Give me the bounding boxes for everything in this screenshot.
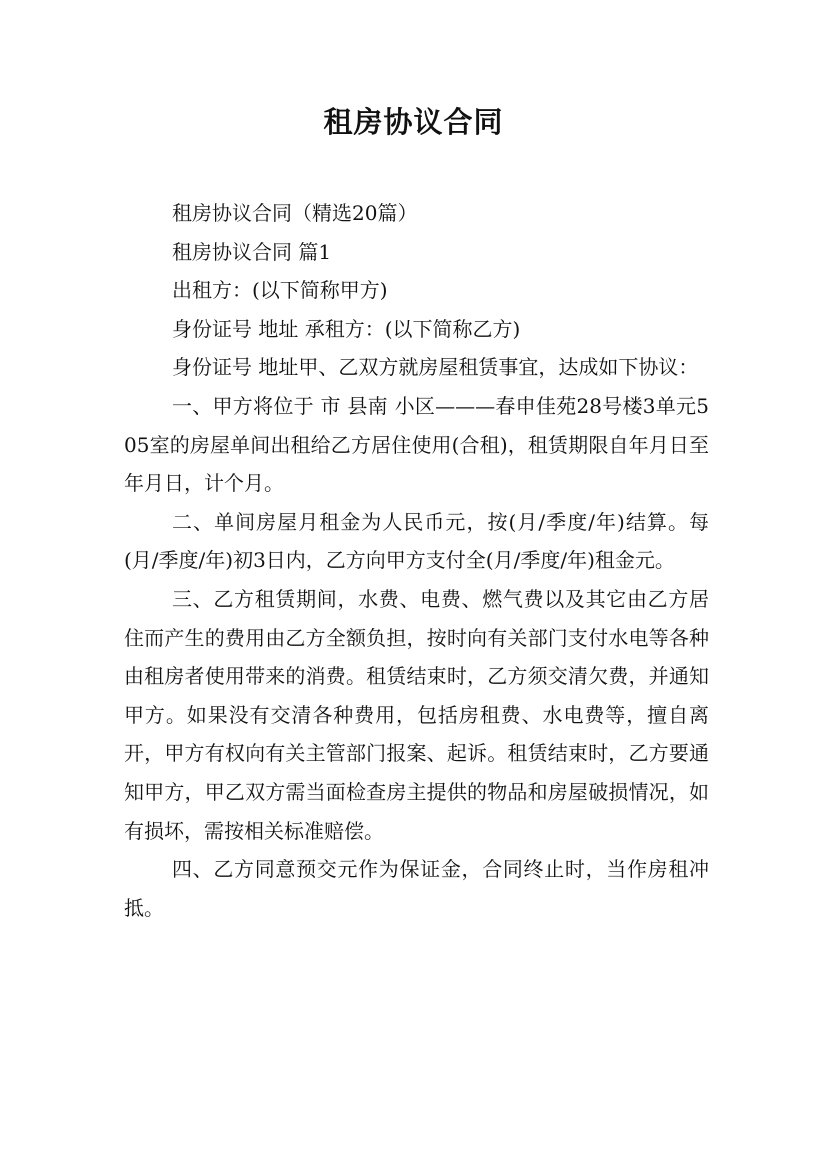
- paragraph-section-heading: 租房协议合同 篇1: [172, 239, 332, 264]
- paragraph-clause-2: 二、单间房屋月租金为人民币元，按(月/季度/年)结算。每(月/季度/年)初3日内，乙方向甲方支付全(月/季度/年)租金元。: [124, 509, 709, 573]
- paragraph-clause-3: 三、乙方租赁期间，水费、电费、燃气费以及其它由乙方居住而产生的费用由乙方全额负担，按时向有关部门支付水电等各种由租房者使用带来的消费。租赁结束时，乙方须交清欠费，并通知甲方。如果没有交清各种费用，包括房租费、水电费等，擅自离开，甲方有权向有关主管部门报案、起诉。租赁结束时，乙方要通知甲方，甲乙双方需当面检查房主提供的物品和房屋破损情况，如有损坏，需按相关标准赔偿。: [124, 586, 709, 843]
- paragraph-agreement-intro: 身份证号 地址甲、乙双方就房屋租赁事宜，达成如下协议：: [172, 355, 699, 380]
- paragraph-id-lessee: 身份证号 地址 承租方：(以下简称乙方): [172, 316, 521, 341]
- document-body: [124, 194, 709, 927]
- paragraph-subtitle: 租房协议合同（精选20篇）: [172, 201, 418, 225]
- paragraph-clause-1: 一、甲方将位于 市 县南 小区———春申佳苑28号楼3单元505室的房屋单间出租给乙方居住使用(合租)，租赁期限自年月日至年月日，计个月。: [124, 393, 709, 496]
- paragraph-clause-4: 四、乙方同意预交元作为保证金，合同终止时，当作房租冲抵。: [124, 857, 709, 920]
- document-title: 租房协议合同: [323, 105, 504, 139]
- paragraph-lessor: 出租方：(以下简称甲方): [172, 278, 388, 303]
